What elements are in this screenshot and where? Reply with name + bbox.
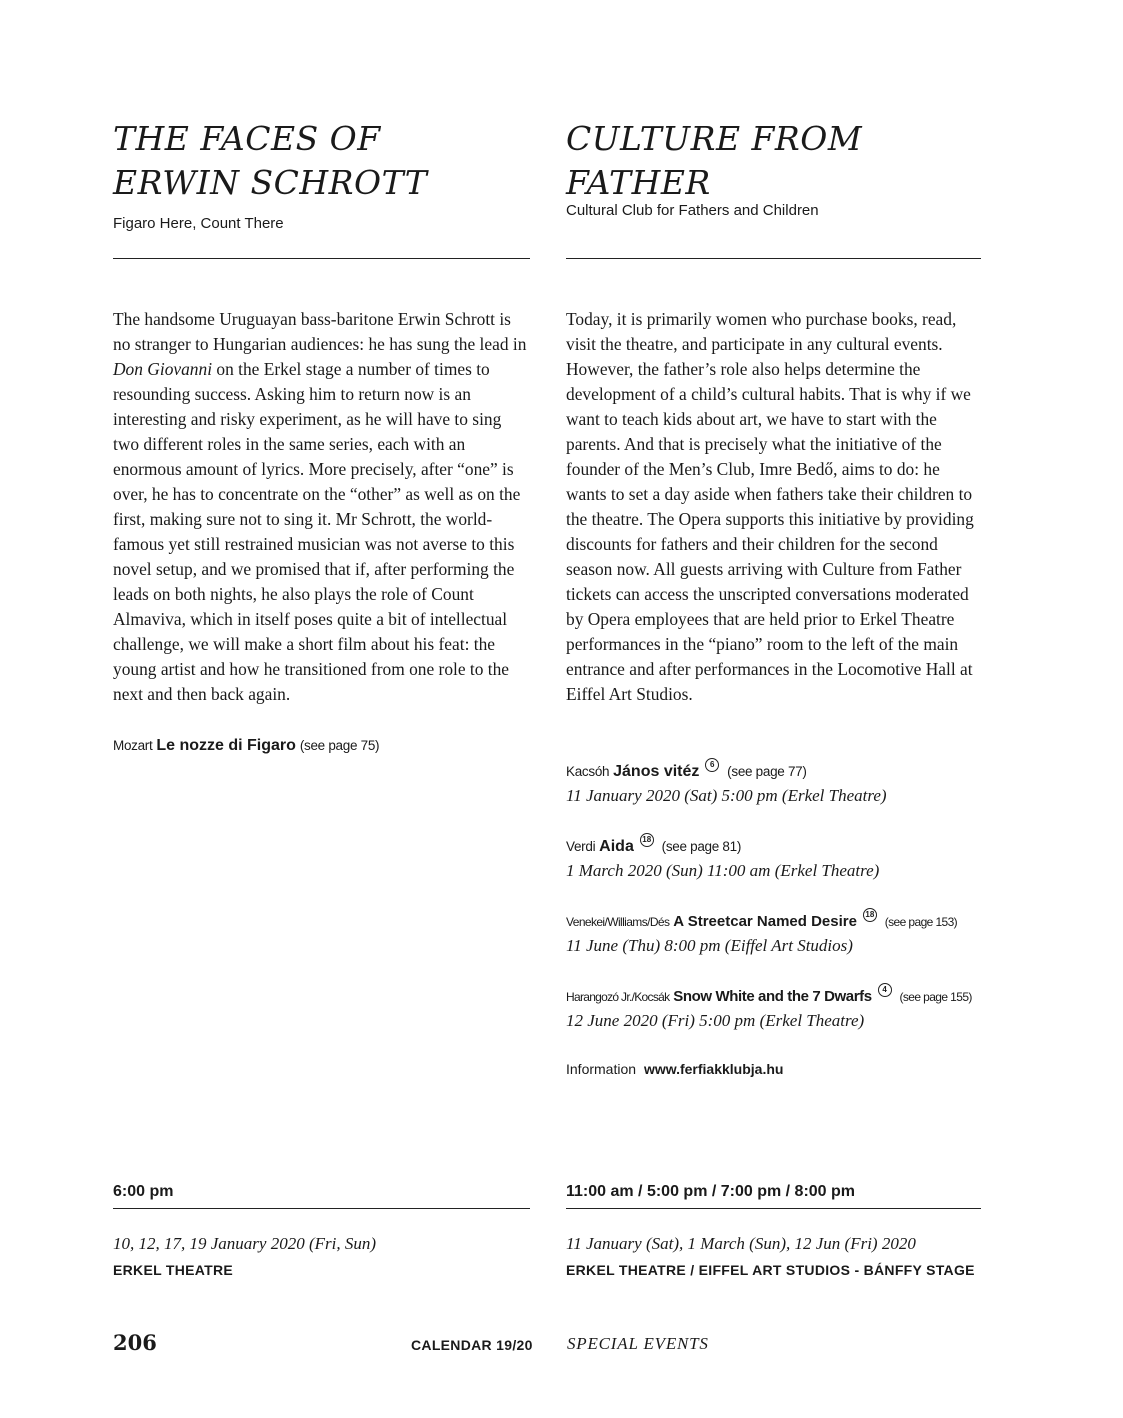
right-performance-dates: 11 January (Sat), 1 March (Sun), 12 Jun (Fri) 2020 bbox=[566, 1234, 916, 1253]
event-date: 11 January 2020 (Sat) 5:00 pm (Erkel Theatre) bbox=[566, 786, 887, 805]
page-reference: (see page 153) bbox=[884, 915, 958, 929]
left-article-title bbox=[113, 117, 531, 205]
right-article-subtitle: Cultural Club for Fathers and Children bbox=[566, 202, 819, 219]
left-article-subtitle: Figaro Here, Count There bbox=[113, 215, 284, 232]
age-rating-badge: 18 bbox=[863, 908, 877, 922]
page-reference: (see page 75) bbox=[299, 738, 380, 753]
left-body-italic-title: Don Giovanni bbox=[113, 359, 213, 379]
composer-name: Verdi bbox=[566, 839, 596, 854]
event-date: 1 March 2020 (Sun) 11:00 am (Erkel Theatre) bbox=[566, 861, 880, 880]
composer-name: Kacsóh bbox=[566, 764, 610, 779]
page-reference: (see page 77) bbox=[727, 764, 807, 779]
information-url-link[interactable]: www.ferfiakklubja.hu bbox=[643, 1061, 784, 1077]
left-article-body bbox=[113, 307, 531, 707]
event-item bbox=[566, 908, 996, 957]
left-header-divider bbox=[113, 258, 530, 259]
left-body-text-1: The handsome Uruguayan bass-baritone Erwin Schrott is no stranger to Hungarian audiences: he has sung the lead in bbox=[113, 309, 527, 354]
right-performance-time: 11:00 am / 5:00 pm / 7:00 pm / 8:00 pm bbox=[566, 1183, 856, 1200]
left-production-ref bbox=[113, 735, 379, 756]
left-title-line1: THE FACES OF bbox=[113, 119, 381, 158]
composer-name: Harangozó Jr./Kocsák bbox=[566, 990, 670, 1004]
right-header-divider bbox=[566, 258, 981, 259]
event-item bbox=[566, 758, 996, 807]
right-time-divider bbox=[566, 1208, 981, 1209]
right-venue: ERKEL THEATRE / EIFFEL ART STUDIOS - BÁNFFY STAGE bbox=[566, 1262, 975, 1278]
event-date: 11 June (Thu) 8:00 pm (Eiffel Art Studios) bbox=[566, 936, 853, 955]
left-performance-dates: 10, 12, 17, 19 January 2020 (Fri, Sun) bbox=[113, 1234, 377, 1253]
event-item bbox=[566, 983, 996, 1032]
production-title: Le nozze di Figaro bbox=[156, 737, 296, 754]
right-body-paragraph: Today, it is primarily women who purchase books, read, visit the theatre, and participate in any cultural events. However, the father’s role also helps determine the development of a child’s cultural habits. That is why if we want to teach kids about art, we have to start with the parents. And that is precisely what the initiative of the founder of the Men’s Club, Imre Bedő, aims to do: he wants to set a day aside when fathers take their children to the theatre. The Opera supports this initiative by providing discounts for fathers and their children for the second season now. All guests arriving with Culture from Father tickets can access the unscripted conversations moderated by Opera employees that are held prior to Erkel Theatre performances in the “piano” room to the left of the main entrance and after performances in the Locomotive Hall at Eiffel Art Studios. bbox=[566, 309, 974, 704]
section-label: SPECIAL EVENTS bbox=[567, 1334, 709, 1353]
event-item bbox=[566, 833, 996, 882]
right-article-title: CULTURE FROM FATHER bbox=[566, 119, 863, 202]
calendar-label: CALENDAR 19/20 bbox=[411, 1337, 533, 1353]
page-number: 206 bbox=[113, 1330, 157, 1355]
age-rating-badge: 18 bbox=[640, 833, 654, 847]
production-title: János vitéz bbox=[613, 763, 700, 780]
left-body-text-2: on the Erkel stage a number of times to resounding success. Asking him to return now is an interesting and risky experiment, as he will have to sing two different roles in the same series, each with an enormous amount of lyrics. More precisely, after “one” is over, he has to concentrate on the “other” as well as on the first, making sure not to sing it. Mr Schrott, the world-famous yet still restrained musician was not averse to this novel setup, and we promised that if, after performing the leads on both nights, he also plays the role of Count Almaviva, which in itself poses quite a bit of intellectual challenge, we will make a short film about his feat: the young artist and how he transitioned from one role to the next and then back again. bbox=[113, 359, 521, 704]
information-line bbox=[566, 1061, 996, 1077]
left-performance-time: 6:00 pm bbox=[113, 1183, 174, 1200]
composer-name: Mozart bbox=[113, 738, 153, 753]
composer-name: Venekei/Williams/Dés bbox=[566, 915, 670, 929]
right-article-body bbox=[566, 307, 982, 707]
age-rating-badge: 6 bbox=[705, 758, 719, 772]
page-reference: (see page 81) bbox=[661, 839, 742, 854]
information-label: Information bbox=[566, 1061, 637, 1077]
left-body-paragraph bbox=[113, 307, 531, 707]
production-title: Aida bbox=[599, 838, 634, 855]
production-title: Snow White and the 7 Dwarfs bbox=[673, 988, 872, 1005]
left-venue: ERKEL THEATRE bbox=[113, 1262, 234, 1278]
left-title-line2: ERWIN SCHROTT bbox=[113, 163, 428, 202]
left-time-divider bbox=[113, 1208, 530, 1209]
production-title: A Streetcar Named Desire bbox=[673, 913, 857, 930]
event-date: 12 June 2020 (Fri) 5:00 pm (Erkel Theatre) bbox=[566, 1011, 865, 1030]
age-rating-badge: 4 bbox=[878, 983, 892, 997]
right-article-header bbox=[566, 117, 982, 219]
page-reference: (see page 155) bbox=[899, 990, 972, 1004]
left-article-header bbox=[113, 117, 531, 232]
